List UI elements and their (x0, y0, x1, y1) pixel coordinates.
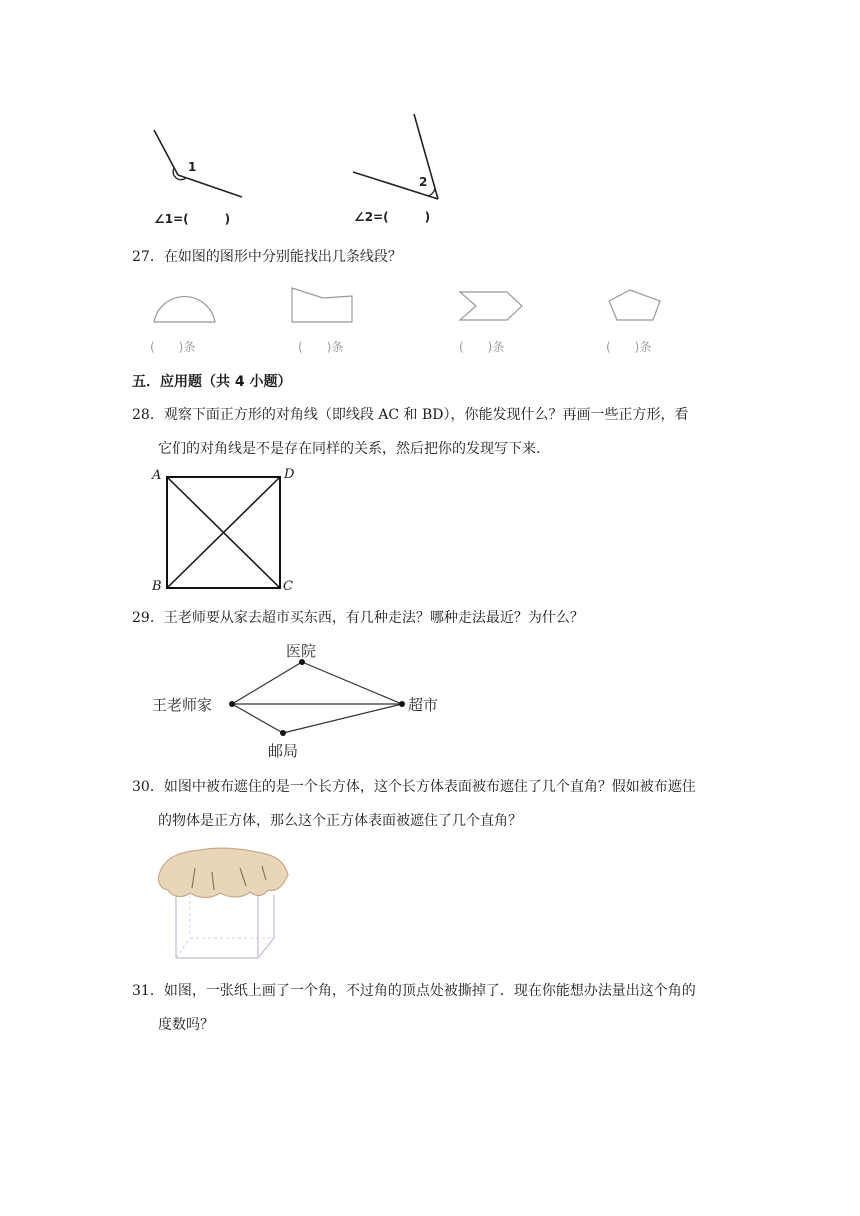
q27-blank-1: ( )条 (150, 340, 196, 354)
question-30-line-1: 30．如图中被布遮住的是一个长方体，这个长方体表面被布遮住了几个直角？假如被布遮住 (132, 779, 696, 795)
q27-blank-4: ( )条 (606, 340, 652, 354)
angle-1-label: 1 (188, 160, 197, 174)
q27-blank-2: ( )条 (298, 340, 344, 354)
q27-blank-3: ( )条 (459, 340, 505, 354)
vertex-b-label: B (152, 579, 162, 594)
place-market: 超市 (408, 696, 439, 714)
question-31-line-2: 度数吗？ (158, 1017, 214, 1033)
vertex-d-label: D (284, 467, 295, 482)
section-5-title: 五．应用题（共 4 小题） (132, 374, 292, 390)
vertex-a-label: A (152, 468, 162, 483)
angle-2-label: 2 (419, 175, 428, 189)
question-31-line-1: 31．如图，一张纸上画了一个角，不过角的顶点处被撕掉了．现在你能想办法量出这个角的 (132, 983, 696, 999)
question-30-line-2: 的物体是正方体，那么这个正方体表面被遮住了几个直角？ (158, 813, 522, 829)
angle-1-answer: ∠1=( ) (154, 212, 231, 226)
place-home: 王老师家 (152, 696, 213, 714)
question-28-line-2: 它们的对角线是不是存在同样的关系，然后把你的发现写下来. (158, 441, 541, 457)
question-27-text: 27．在如图的图形中分别能找出几条线段？ (132, 249, 402, 265)
angle-2-answer: ∠2=( ) (354, 210, 431, 224)
question-29-text: 29．王老师要从家去超市买东西，有几种走法？哪种走法最近？为什么？ (132, 610, 584, 626)
place-hospital: 医院 (286, 642, 317, 660)
question-28-line-1: 28．观察下面正方形的对角线（即线段 AC 和 BD），你能发现什么？再画一些正方形，看 (132, 407, 689, 423)
vertex-c-label: C (283, 579, 293, 594)
place-post-office: 邮局 (268, 742, 299, 760)
